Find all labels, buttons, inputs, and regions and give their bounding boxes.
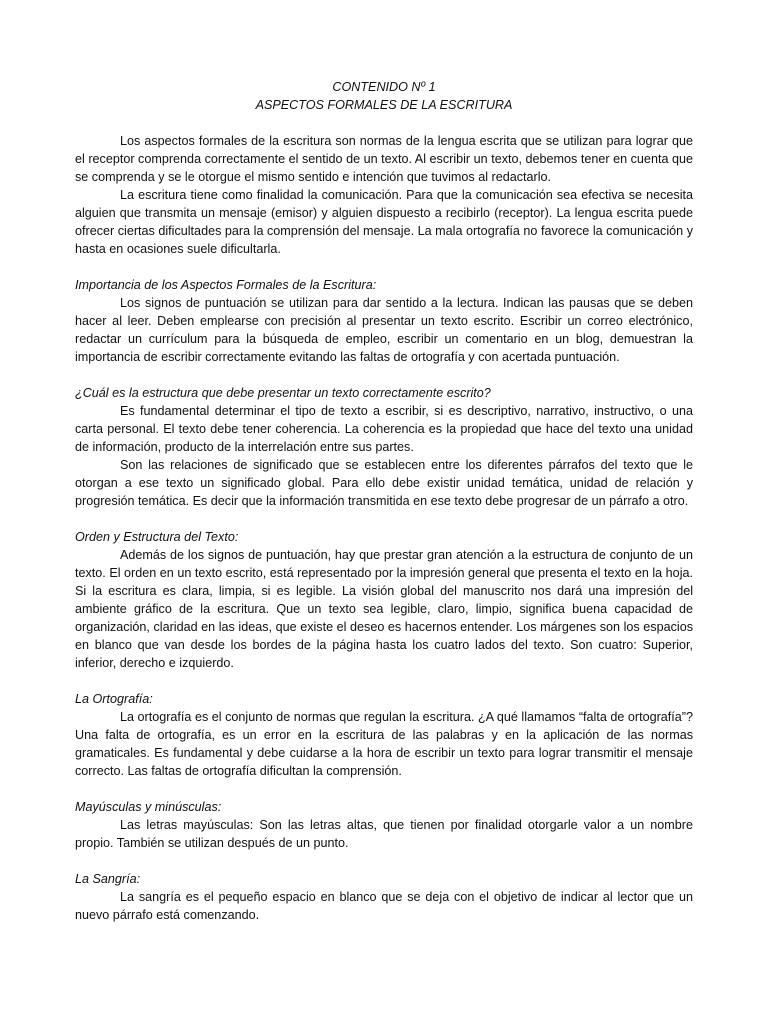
section-heading: ¿Cuál es la estructura que debe presentar un texto correctamente escrito? — [75, 386, 491, 400]
document-title-line1: CONTENIDO Nº 1 — [332, 80, 436, 94]
section-importancia — [75, 276, 693, 366]
section-paragraph: Es fundamental determinar el tipo de texto a escribir, si es descriptivo, narrativo, instructivo, o una carta personal. El texto debe tener coherencia. La coherencia es la propiedad que hace del texto una unidad de información, producto de la interrelación entre sus partes. — [75, 404, 693, 454]
section-paragraph: Los signos de puntuación se utilizan para dar sentido a la lectura. Indican las pausas que se deben hacer al leer. Deben emplearse con precisión al presentar un texto escrito. Escribir un correo electrónico, redactar un currículum para la búsqueda de empleo, escribir un comentario en un blog, demuestran la importancia de escribir correctamente evitando las faltas de ortografía y con acertada puntuación. — [75, 296, 693, 364]
section-ortografia — [75, 690, 693, 780]
section-heading: Orden y Estructura del Texto: — [75, 530, 239, 544]
section-heading: La Sangría: — [75, 872, 141, 886]
section-paragraph: La ortografía es el conjunto de normas que regulan la escritura. ¿A qué llamamos “falta de ortografía”? Una falta de ortografía, es un error en la escritura de las palabras y en la aplicación de las normas gramaticales. Es fundamental y debe cuidarse a la hora de escribir un texto para lograr transmitir el mensaje correcto. Las faltas de ortografía dificultan la comprensión. — [75, 710, 693, 778]
section-estructura — [75, 384, 693, 510]
intro-paragraph: La escritura tiene como finalidad la comunicación. Para que la comunicación sea efectiva se necesita alguien que transmita un mensaje (emisor) y alguien dispuesto a recibirlo (receptor). La lengua escrita puede ofrecer ciertas dificultades para la comprensión del mensaje. La mala ortografía no favorece la comunicación y hasta en ocasiones suele dificultarla. — [75, 188, 693, 256]
section-mayusculas — [75, 798, 693, 852]
section-paragraph: Además de los signos de puntuación, hay que prestar gran atención a la estructura de conjunto de un texto. El orden en un texto escrito, está representado por la impresión general que presenta el texto en la hoja. Si la escritura es clara, limpia, si es legible. La visión global del manuscrito nos dará una impresión del ambiente gráfico de la escritura. Que un texto sea legible, claro, limpio, significa buena capacidad de organización, claridad en las ideas, que existe el deseo es hacernos entender. Los márgenes son los espacios en blanco que van desde los bordes de la página hasta los cuatro lados del texto. Son cuatro: Superior, inferior, derecho e izquierdo. — [75, 548, 693, 670]
section-sangria — [75, 870, 693, 924]
section-heading: La Ortografía: — [75, 692, 153, 706]
section-paragraph: Las letras mayúsculas: Son las letras altas, que tienen por finalidad otorgarle valor a un nombre propio. También se utilizan después de un punto. — [75, 818, 693, 850]
intro-paragraph: Los aspectos formales de la escritura son normas de la lengua escrita que se utilizan para lograr que el receptor comprenda correctamente el sentido de un texto. Al escribir un texto, debemos tener en cuenta que se comprenda y se le otorgue el mismo sentido e intención que tuvimos al redactarlo. — [75, 134, 693, 184]
document-title-line2: ASPECTOS FORMALES DE LA ESCRITURA — [255, 98, 513, 112]
section-paragraph: La sangría es el pequeño espacio en blanco que se deja con el objetivo de indicar al lector que un nuevo párrafo está comenzando. — [75, 890, 693, 922]
section-heading: Mayúsculas y minúsculas: — [75, 800, 222, 814]
section-heading: Importancia de los Aspectos Formales de la Escritura: — [75, 278, 377, 292]
document-page — [75, 78, 693, 924]
spacer — [75, 114, 693, 132]
section-orden — [75, 528, 693, 672]
section-paragraph: Son las relaciones de significado que se establecen entre los diferentes párrafos del texto que le otorgan a ese texto un significado global. Para ello debe existir unidad temática, unidad de relación y progresión temática. Es decir que la información transmitida en ese texto debe progresar de un párrafo a otro. — [75, 458, 693, 508]
